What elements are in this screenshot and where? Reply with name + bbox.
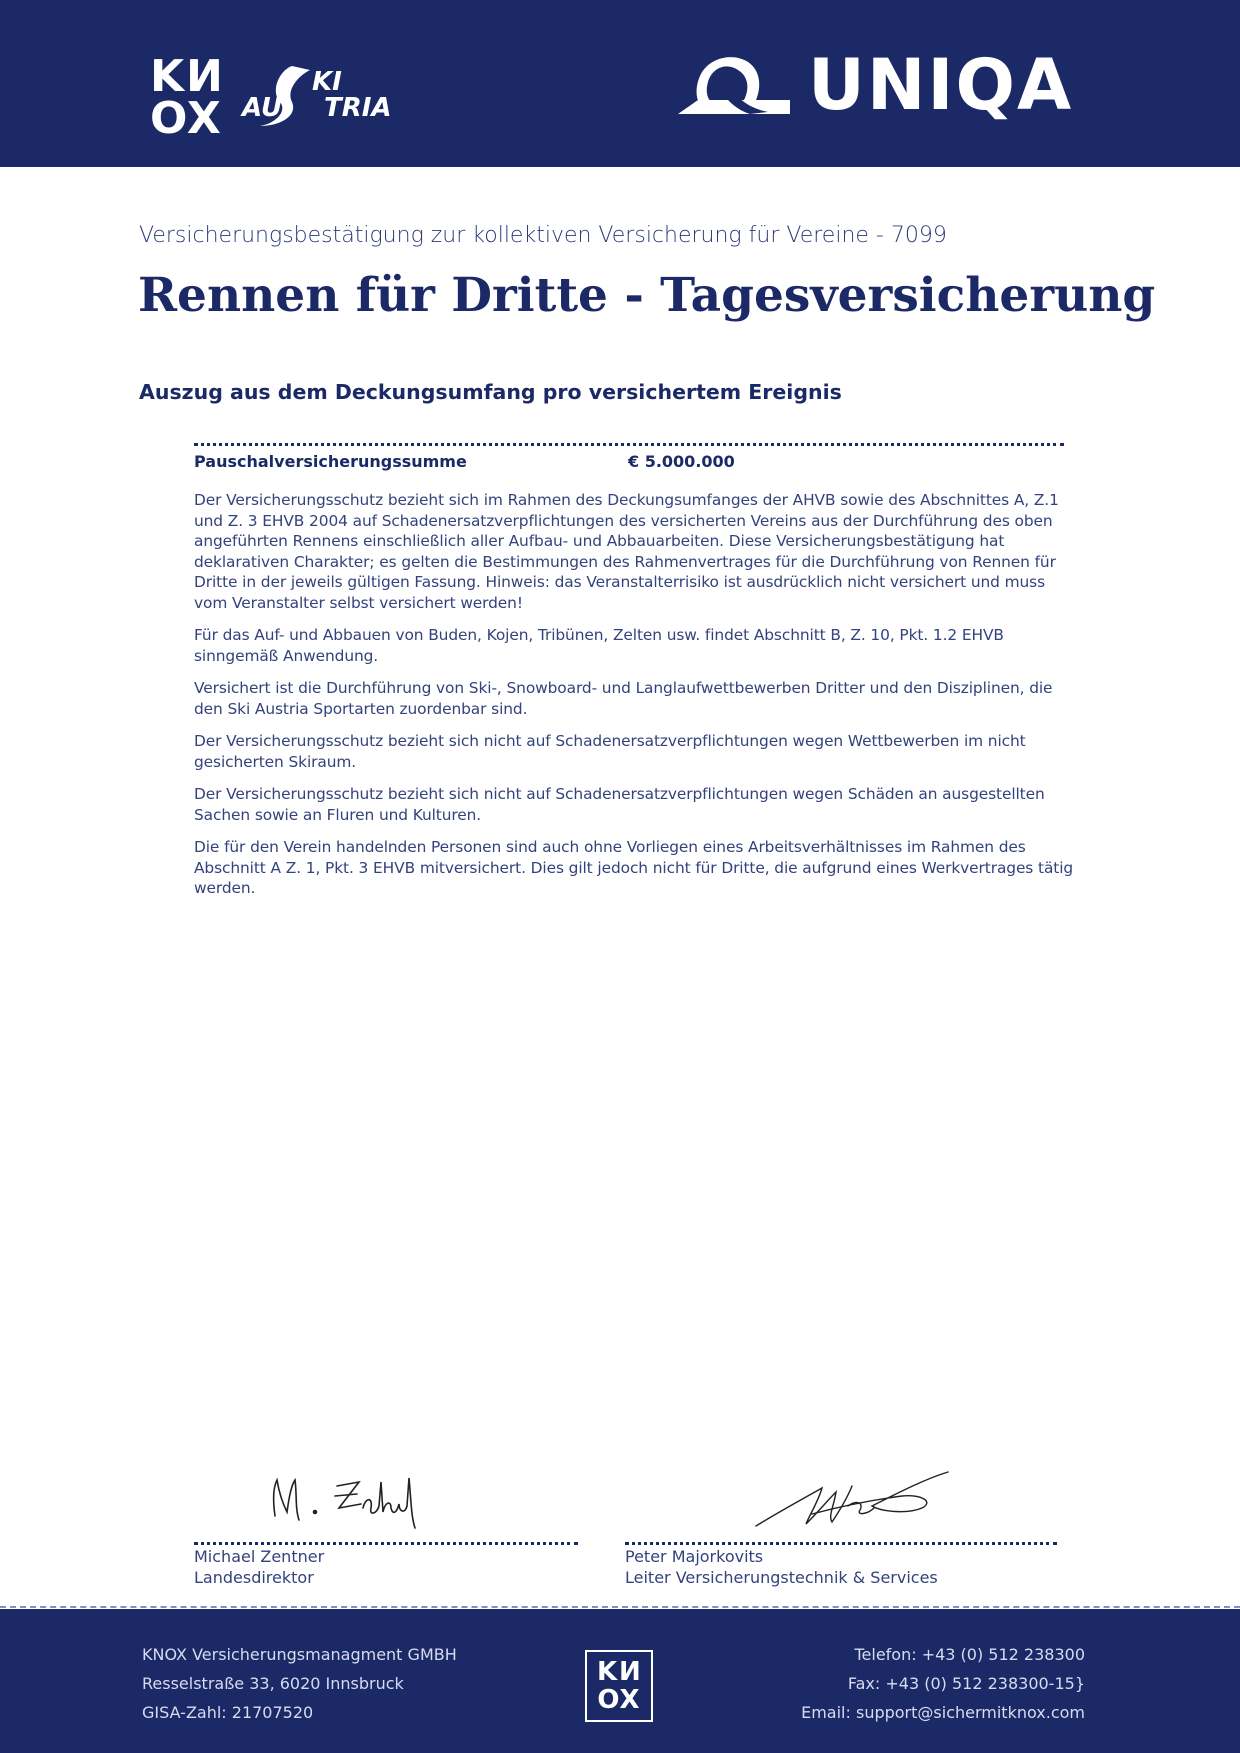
document-subtitle: Versicherungsbestätigung zur kollektiven Versicherung für Vereine - 7099 (139, 223, 947, 248)
uniqa-mark-icon (678, 48, 790, 120)
coverage-text (194, 490, 1079, 911)
knox-logo (150, 51, 223, 144)
footer-address-block (142, 1640, 457, 1727)
signer-role: Landesdirektor (194, 1568, 314, 1587)
signer-name: Michael Zentner (194, 1547, 325, 1566)
divider (194, 443, 1064, 446)
footer-fax: Fax: +43 (0) 512 238300-15} (847, 1674, 1085, 1693)
footer-contact-block (801, 1640, 1085, 1727)
signer-role: Leiter Versicherungstechnik & Services (625, 1568, 938, 1587)
page-title: Rennen für Dritte - Tagesversicherung (138, 268, 1156, 323)
uniqa-logo: UNIQA (808, 44, 1074, 126)
section-heading: Auszug aus dem Deckungsumfang pro versichertem Ereignis (139, 380, 842, 404)
sum-value: € 5.000.000 (628, 452, 735, 471)
paragraph: Versichert ist die Durchführung von Ski-, Snowboard- und Langlaufwettbewerben Dritter und den Disziplinen, die den Ski Austria Sportarten zuordenbar sind. (194, 679, 1053, 718)
paragraph: Die für den Verein handelnden Personen sind auch ohne Vorliegen eines Arbeitsverhältnisses im Rahmen des Abschnitt A Z. 1, Pkt. 3 EHVB mitversichert. Dies gilt jedoch nicht für Dritte, die aufgrund eines Werkvertrages tätig werden. (194, 838, 1074, 897)
knox-logo-line2: OX (150, 93, 222, 144)
footer-email[interactable]: Email: support@sichermitknox.com (801, 1703, 1085, 1722)
footer-address: Resselstraße 33, 6020 Innsbruck (142, 1674, 404, 1693)
signer-name: Peter Majorkovits (625, 1547, 764, 1566)
signature-line (625, 1542, 1057, 1545)
footer-logo-line2: OX (597, 1685, 641, 1715)
footer-phone: Telefon: +43 (0) 512 238300 (854, 1645, 1085, 1664)
sum-label: Pauschalversicherungssumme (194, 452, 467, 471)
footer-gisa: GISA-Zahl: 21707520 (142, 1703, 314, 1722)
paragraph: Der Versicherungsschutz bezieht sich nicht auf Schadenersatzverpflichtungen wegen Schäden an ausgestellten Sachen sowie an Fluren und Kulturen. (194, 785, 1045, 824)
paragraph: Der Versicherungsschutz bezieht sich nicht auf Schadenersatzverpflichtungen wegen Wettbewerben im nicht gesicherten Skiraum. (194, 732, 1026, 771)
footer-knox-logo (585, 1650, 653, 1722)
signature-zentner (265, 1468, 445, 1536)
knox-logo-line1: KN (150, 51, 223, 102)
svg-text:AU: AU (242, 93, 283, 123)
svg-text:KI: KI (312, 67, 342, 97)
svg-text:TRIA: TRIA (324, 93, 392, 123)
footer-logo-line1: KN (597, 1657, 641, 1687)
footer-divider (0, 1606, 1240, 1608)
paragraph: Für das Auf- und Abbauen von Buden, Kojen, Tribünen, Zelten usw. findet Abschnitt B, Z. 10, Pkt. 1.2 EHVB sinngemäß Anwendung. (194, 626, 1004, 665)
signature-line (194, 1542, 578, 1545)
footer-company: KNOX Versicherungsmanagment GMBH (142, 1645, 457, 1664)
ski-austria-logo (240, 60, 410, 132)
paragraph: Der Versicherungsschutz bezieht sich im Rahmen des Deckungsumfanges der AHVB sowie des Abschnittes A, Z.1 und Z. 3 EHVB 2004 auf Schadenersatzverpflichtungen des versicherten Vereins aus der Durchführung des oben angeführten Rennens einschließlich aller Aufbau- und Abbauarbeiten. Diese Versicherungsbestätigung hat deklarativen Charakter; es gelten die Bestimmungen des Rahmenvertrages für die Durchführung von Rennen für Dritte in der jeweils gültigen Fassung. Hinweis: das Veranstalterrisiko ist ausdrücklich nicht versichert und muss vom Veranstalter selbst versichert werden! (194, 491, 1059, 612)
signature-majorkovits (752, 1466, 952, 1536)
